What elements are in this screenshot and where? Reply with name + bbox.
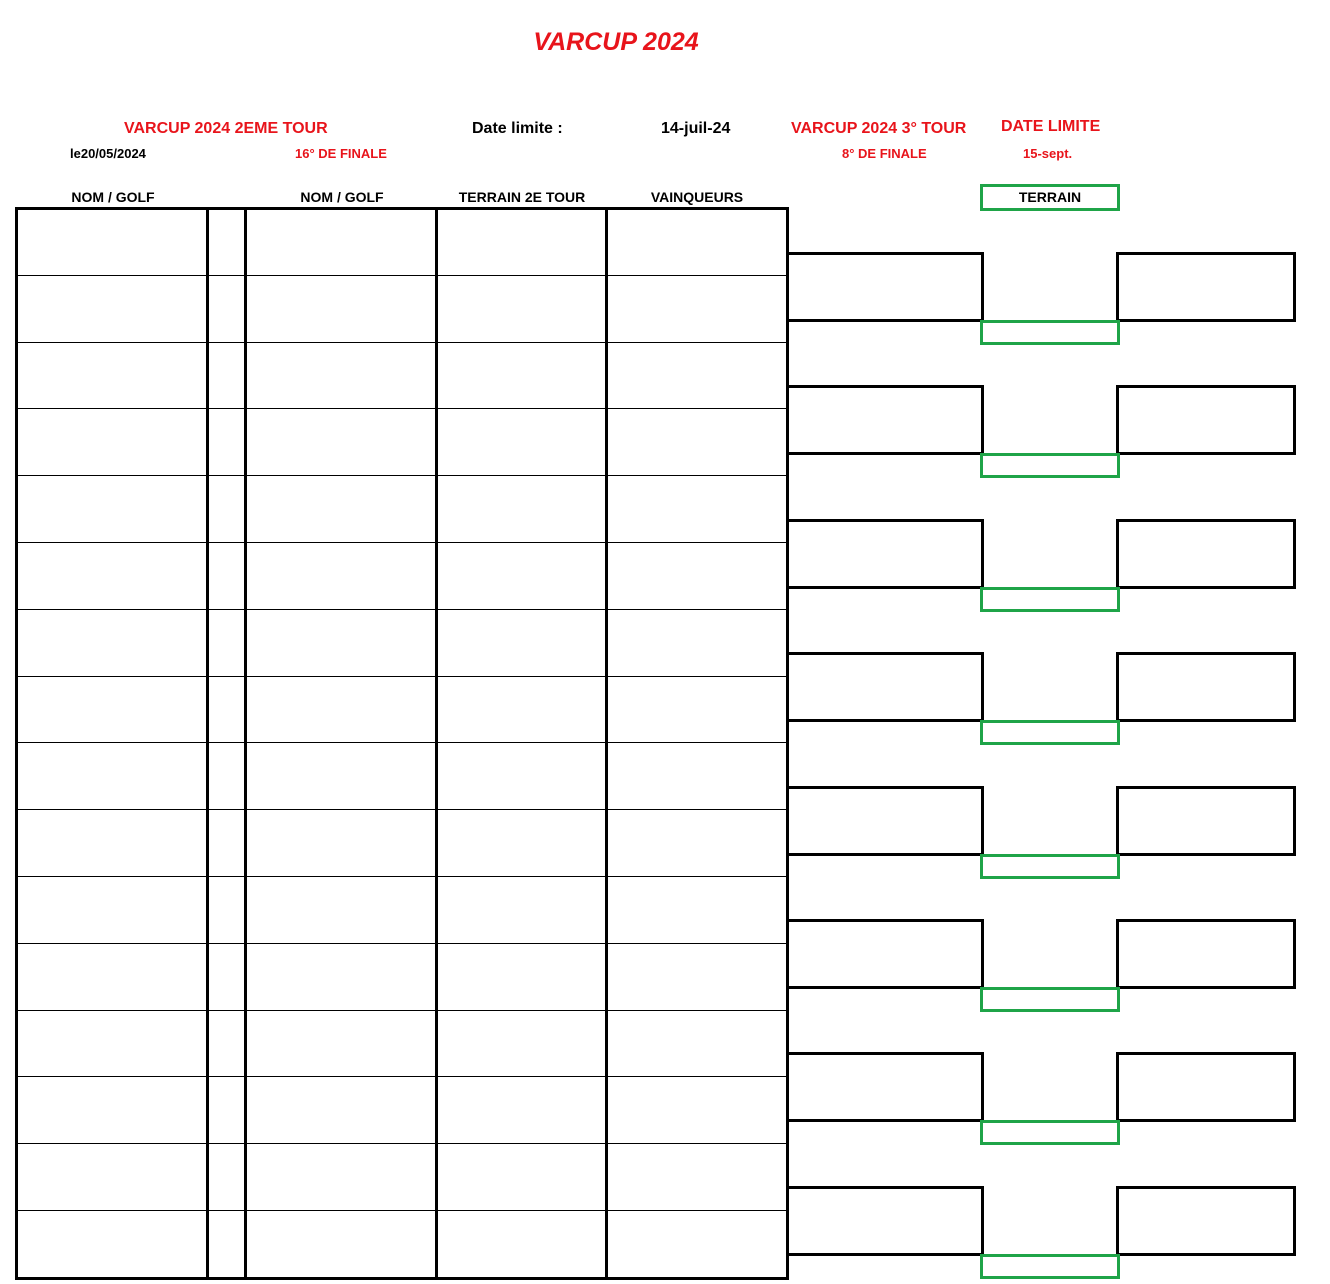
r3-border xyxy=(1116,252,1296,255)
r3-border xyxy=(788,853,984,856)
row-divider xyxy=(15,742,789,743)
r3-border xyxy=(788,319,984,322)
r3-border xyxy=(788,1052,984,1055)
r3-border xyxy=(1116,519,1296,522)
r3-border xyxy=(1293,252,1296,322)
r3-terrain xyxy=(980,854,1120,879)
row-divider xyxy=(15,342,789,343)
round2-date: le20/05/2024 xyxy=(70,146,146,161)
row-divider xyxy=(15,1010,789,1011)
deadline-value: 14-juil-24 xyxy=(661,120,731,137)
round3-deadline-label: DATE LIMITE xyxy=(1001,118,1101,135)
r3-border xyxy=(1116,919,1119,989)
r3-terrain xyxy=(980,1254,1120,1279)
round3-terrain-header: TERRAIN xyxy=(980,184,1120,211)
r3-border xyxy=(788,1253,984,1256)
r3-terrain xyxy=(980,987,1120,1012)
r3-terrain xyxy=(980,1120,1120,1145)
r3-border xyxy=(1293,519,1296,589)
r3-border xyxy=(1116,1119,1296,1122)
r3-border xyxy=(1116,1186,1119,1256)
r3-terrain xyxy=(980,453,1120,478)
r3-border xyxy=(788,786,984,789)
r3-border xyxy=(1116,1186,1296,1189)
table-border xyxy=(15,1277,789,1280)
row-divider xyxy=(15,609,789,610)
r3-terrain xyxy=(980,587,1120,612)
column-header-team2: NOM / GOLF xyxy=(300,189,384,205)
r3-border xyxy=(1116,1253,1296,1256)
r3-border xyxy=(1116,319,1296,322)
r3-border xyxy=(981,652,984,722)
r3-border xyxy=(1116,919,1296,922)
r3-terrain xyxy=(980,720,1120,745)
round3-stage: 8° DE FINALE xyxy=(842,146,927,161)
r3-border xyxy=(1116,385,1296,388)
r3-border xyxy=(788,252,984,255)
r3-border xyxy=(1116,786,1119,856)
page-title: VARCUP 2024 xyxy=(533,28,699,56)
r3-border xyxy=(1116,385,1119,455)
round2-stage: 16° DE FINALE xyxy=(295,146,387,161)
r3-border xyxy=(1293,1186,1296,1256)
r3-border xyxy=(1293,786,1296,856)
row-divider xyxy=(15,1143,789,1144)
r3-border xyxy=(1293,1052,1296,1122)
row-divider xyxy=(15,676,789,677)
row-divider xyxy=(15,542,789,543)
r3-border xyxy=(788,719,984,722)
r3-border xyxy=(1293,385,1296,455)
r3-border xyxy=(1116,786,1296,789)
r3-border xyxy=(1116,586,1296,589)
deadline-label: Date limite : xyxy=(472,120,563,137)
r3-border xyxy=(1116,652,1296,655)
r3-border xyxy=(1293,919,1296,989)
r3-border xyxy=(1116,719,1296,722)
r3-border xyxy=(788,586,984,589)
r3-border xyxy=(788,519,984,522)
column-header-winners: VAINQUEURS xyxy=(650,189,744,205)
r3-border xyxy=(981,1052,984,1122)
r3-terrain xyxy=(980,320,1120,345)
r3-border xyxy=(1116,853,1296,856)
r3-border xyxy=(788,452,984,455)
r3-border xyxy=(981,519,984,589)
r3-border xyxy=(1116,652,1119,722)
r3-border xyxy=(1116,519,1119,589)
r3-border xyxy=(1116,986,1296,989)
r3-border xyxy=(788,986,984,989)
column-header-team1: NOM / GOLF xyxy=(71,189,155,205)
row-divider xyxy=(15,809,789,810)
row-divider xyxy=(15,943,789,944)
r3-border xyxy=(1116,452,1296,455)
row-divider xyxy=(15,408,789,409)
row-divider xyxy=(15,1210,789,1211)
r3-border xyxy=(1116,1052,1119,1122)
r3-border xyxy=(1116,252,1119,322)
r3-border xyxy=(981,786,984,856)
round2-title: VARCUP 2024 2EME TOUR xyxy=(124,120,328,137)
table-border xyxy=(15,207,789,210)
r3-border xyxy=(981,919,984,989)
r3-border xyxy=(788,652,984,655)
r3-border xyxy=(981,385,984,455)
r3-border xyxy=(981,252,984,322)
r3-border xyxy=(1293,652,1296,722)
row-divider xyxy=(15,275,789,276)
round3-deadline-value: 15-sept. xyxy=(1023,146,1073,161)
r3-border xyxy=(788,1186,984,1189)
column-header-terrain: TERRAIN 2E TOUR xyxy=(458,189,586,205)
r3-border xyxy=(1116,1052,1296,1055)
round3-title: VARCUP 2024 3° TOUR xyxy=(791,120,967,137)
row-divider xyxy=(15,475,789,476)
r3-border xyxy=(788,385,984,388)
row-divider xyxy=(15,1076,789,1077)
row-divider xyxy=(15,876,789,877)
r3-border xyxy=(788,919,984,922)
r3-border xyxy=(788,1119,984,1122)
r3-border xyxy=(981,1186,984,1256)
